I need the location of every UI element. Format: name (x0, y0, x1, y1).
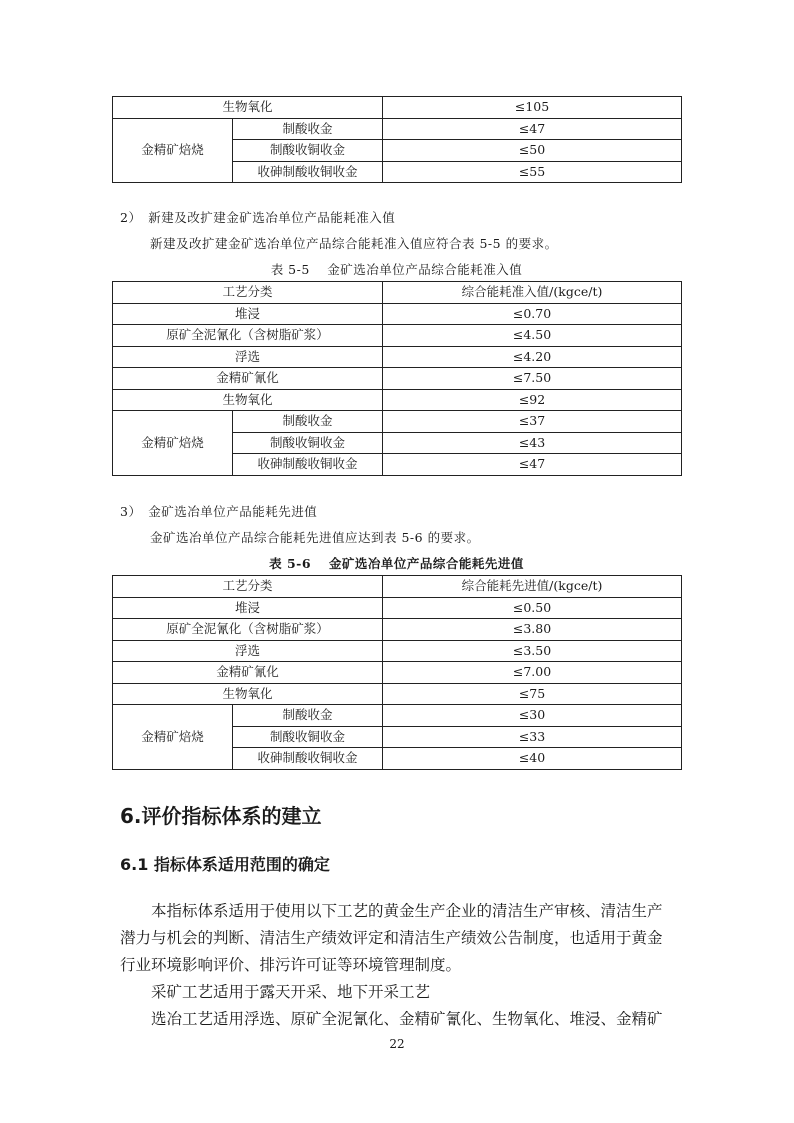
process-cell: 生物氧化 (113, 683, 383, 705)
table-5-5 (112, 281, 682, 476)
value-cell: ≤50 (383, 140, 682, 162)
table-row (113, 597, 682, 619)
process-cell: 堆浸 (113, 597, 383, 619)
value-cell: ≤55 (383, 161, 682, 183)
process-cell: 金精矿氰化 (113, 662, 383, 684)
paragraph-line: 潜力与机会的判断、清洁生产绩效评定和清洁生产绩效公告制度，也适用于黄金 (120, 929, 663, 947)
value-cell: ≤0.50 (383, 597, 682, 619)
table-row (113, 640, 682, 662)
table-row (113, 346, 682, 368)
value-cell: ≤30 (383, 705, 682, 727)
table-row (113, 97, 682, 119)
table-header-row (113, 282, 682, 304)
subprocess-cell: 收砷制酸收铜收金 (233, 454, 383, 476)
smelting-process-line: 选冶工艺适用浮选、原矿全泥氰化、金精矿氰化、生物氧化、堆浸、金精矿 (151, 1010, 663, 1028)
paragraph-line: 本指标体系适用于使用以下工艺的黄金生产企业的清洁生产审核、清洁生产 (151, 902, 663, 920)
value-cell: ≤105 (383, 97, 682, 119)
value-cell: ≤4.20 (383, 346, 682, 368)
table-header-row (113, 576, 682, 598)
table-row (113, 368, 682, 390)
group-label-cell: 金精矿焙烧 (113, 118, 233, 183)
subprocess-cell: 收砷制酸收铜收金 (233, 161, 383, 183)
section-2-heading: 2） 新建及改扩建金矿选冶单位产品能耗准入值 (120, 210, 396, 225)
value-cell: ≤37 (383, 411, 682, 433)
column-header: 综合能耗准入值/(kgce/t) (383, 282, 682, 304)
table-row (113, 411, 682, 433)
group-label-cell: 金精矿焙烧 (113, 705, 233, 770)
process-cell: 金精矿氰化 (113, 368, 383, 390)
value-cell: ≤43 (383, 432, 682, 454)
subprocess-cell: 制酸收铜收金 (233, 432, 383, 454)
page-number: 22 (389, 1037, 405, 1051)
value-cell: ≤92 (383, 389, 682, 411)
value-cell: ≤47 (383, 454, 682, 476)
value-cell: ≤7.00 (383, 662, 682, 684)
table-row (113, 389, 682, 411)
subprocess-cell: 制酸收铜收金 (233, 140, 383, 162)
process-cell: 浮选 (113, 346, 383, 368)
column-header: 综合能耗先进值/(kgce/t) (383, 576, 682, 598)
chapter-6-title: 6.评价指标体系的建立 (120, 804, 322, 828)
table-5-6 (112, 575, 682, 770)
table-row (113, 662, 682, 684)
group-label-cell: 金精矿焙烧 (113, 411, 233, 476)
value-cell: ≤3.80 (383, 619, 682, 641)
table-5-6-caption: 表 5-6 金矿选冶单位产品综合能耗先进值 (269, 556, 524, 571)
process-cell: 浮选 (113, 640, 383, 662)
section-2-text: 新建及改扩建金矿选冶单位产品综合能耗准入值应符合表 5-5 的要求。 (150, 236, 558, 251)
process-cell: 原矿全泥氰化（含树脂矿浆） (113, 325, 383, 347)
subprocess-cell: 制酸收金 (233, 118, 383, 140)
paragraph-line: 行业环境影响评价、排污许可证等环境管理制度。 (120, 956, 462, 974)
table-5-5-caption: 表 5-5 金矿选冶单位产品综合能耗准入值 (270, 262, 523, 277)
value-cell: ≤7.50 (383, 368, 682, 390)
value-cell: ≤4.50 (383, 325, 682, 347)
value-cell: ≤3.50 (383, 640, 682, 662)
value-cell: ≤40 (383, 748, 682, 770)
energy-table-continued (112, 96, 682, 183)
column-header: 工艺分类 (113, 576, 383, 598)
value-cell: ≤75 (383, 683, 682, 705)
subprocess-cell: 制酸收铜收金 (233, 726, 383, 748)
column-header: 工艺分类 (113, 282, 383, 304)
value-cell: ≤0.70 (383, 303, 682, 325)
process-cell: 原矿全泥氰化（含树脂矿浆） (113, 619, 383, 641)
table-row (113, 303, 682, 325)
value-cell: ≤47 (383, 118, 682, 140)
subprocess-cell: 制酸收金 (233, 411, 383, 433)
process-cell: 堆浸 (113, 303, 383, 325)
subprocess-cell: 收砷制酸收铜收金 (233, 748, 383, 770)
chapter-6-body (120, 898, 680, 1033)
table-row (113, 705, 682, 727)
value-cell: ≤33 (383, 726, 682, 748)
mining-process-line: 采矿工艺适用于露天开采、地下开采工艺 (151, 983, 431, 1001)
table-row (113, 118, 682, 140)
section-3-text: 金矿选冶单位产品综合能耗先进值应达到表 5-6 的要求。 (150, 530, 480, 545)
process-cell: 生物氧化 (113, 389, 383, 411)
section-6-1-title: 6.1 指标体系适用范围的确定 (120, 855, 330, 874)
section-3-heading: 3） 金矿选冶单位产品能耗先进值 (120, 504, 318, 519)
subprocess-cell: 制酸收金 (233, 705, 383, 727)
table-row (113, 683, 682, 705)
table-row (113, 619, 682, 641)
table-row (113, 325, 682, 347)
process-cell: 生物氧化 (113, 97, 383, 119)
